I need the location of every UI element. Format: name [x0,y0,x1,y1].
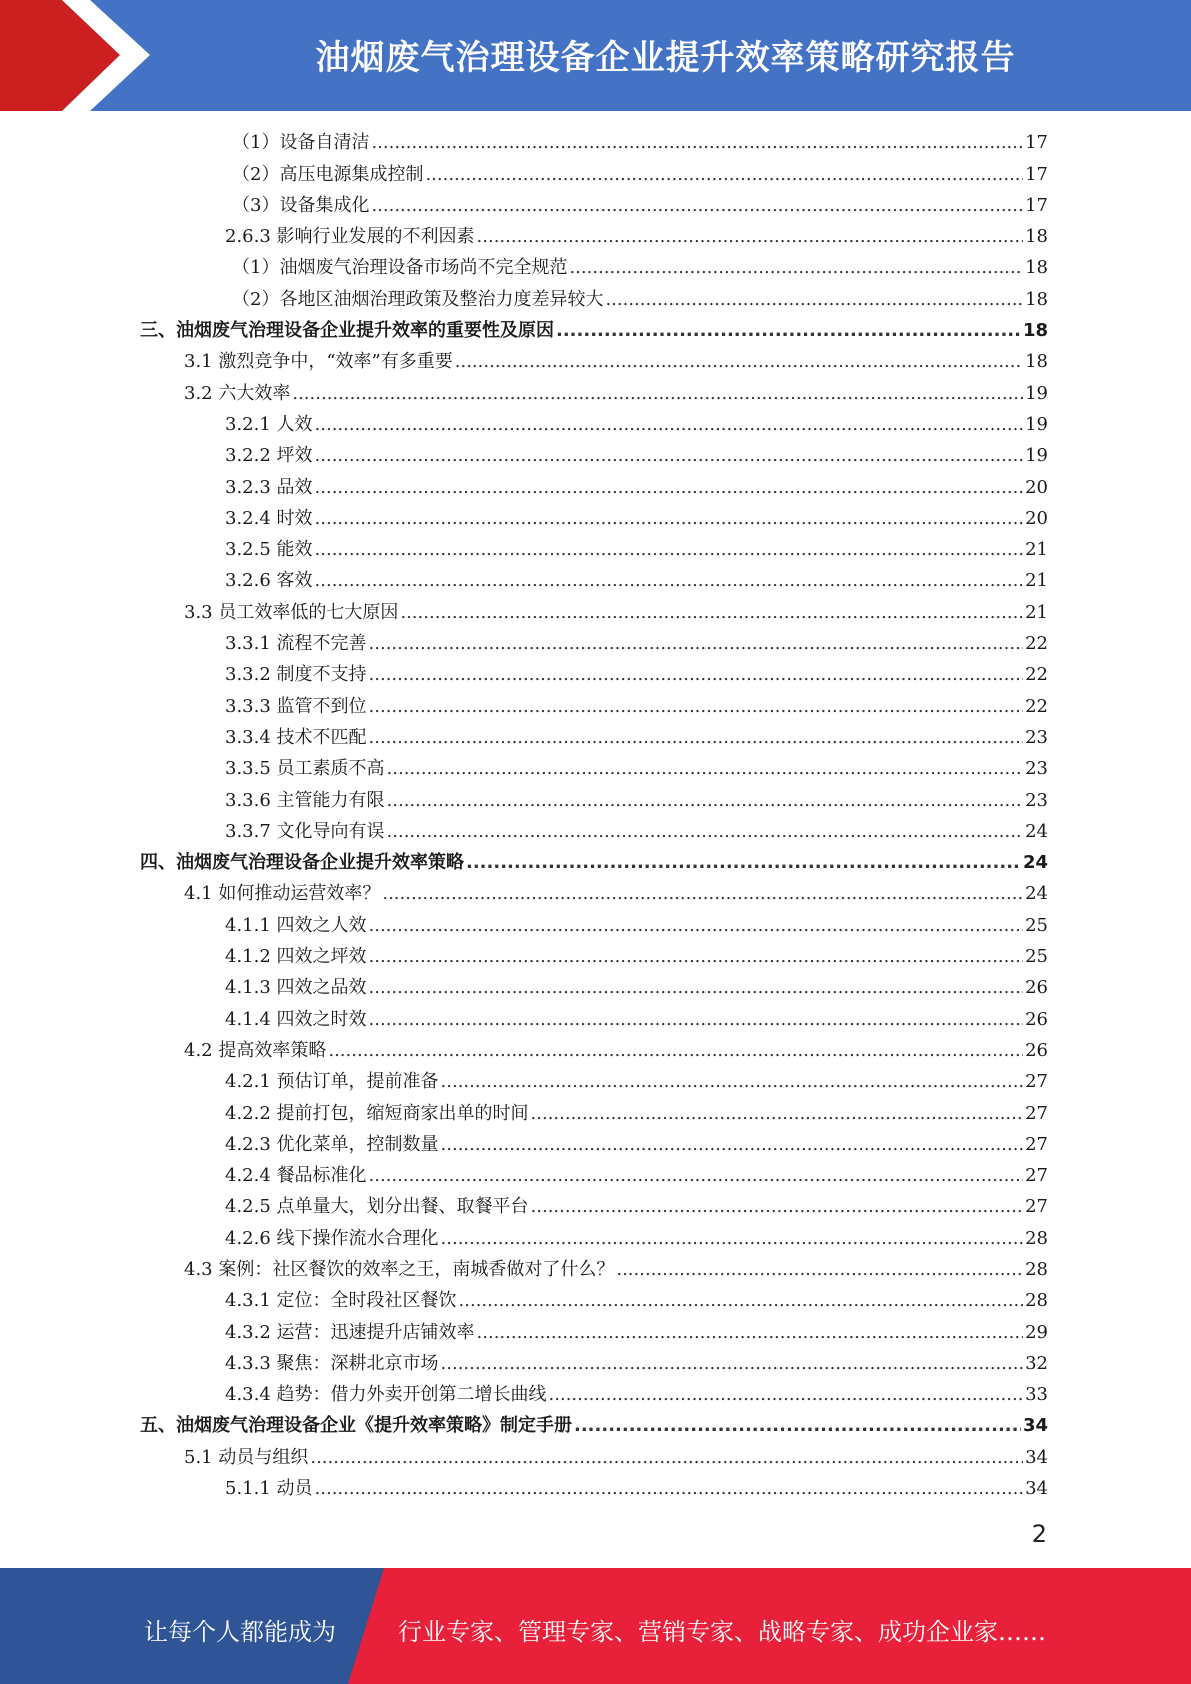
toc-entry-page: 18 [1022,320,1048,342]
toc-entry-label: 3.2.6 客效 [225,570,313,592]
toc-leader-dots [369,1004,1024,1035]
toc-leader-dots [369,941,1024,972]
toc-leader-dots [441,1223,1024,1254]
toc-leader-dots [315,534,1024,565]
footer-slogan-left: 让每个人都能成为 [144,1618,336,1646]
toc-entry[interactable] [140,346,1048,377]
toc-entry-page: 33 [1025,1384,1048,1406]
toc-entry-label: 4.1.1 四效之人效 [225,914,367,936]
toc-entry[interactable] [140,471,1048,502]
toc-entry-label: （2）高压电源集成控制 [232,163,424,185]
toc-entry[interactable] [140,659,1048,690]
page-number: 2 [1031,1520,1047,1548]
toc-leader-dots [371,190,1023,221]
toc-entry-label: 3.3.1 流程不完善 [225,633,367,655]
toc-entry-label: （1）设备自清洁 [232,132,370,154]
toc-entry-label: 5.1.1 动员 [225,1478,313,1500]
toc-entry[interactable] [140,1097,1048,1128]
toc-entry-label: 4.1.3 四效之品效 [225,977,367,999]
toc-entry[interactable] [140,1003,1048,1034]
toc-entry-label: 4.2.4 餐品标准化 [225,1165,367,1187]
toc-entry-page: 20 [1025,507,1048,529]
toc-entry-label: 3.3 员工效率低的七大原因 [184,601,399,623]
toc-entry-label: 3.3.7 文化导向有误 [225,820,385,842]
toc-leader-dots [315,503,1024,534]
toc-entry-label: 4.1.2 四效之坪效 [225,946,367,968]
toc-entry-page: 17 [1025,194,1048,216]
toc-entry[interactable] [140,1379,1048,1410]
toc-leader-dots [369,722,1024,753]
toc-entry[interactable] [140,972,1048,1003]
toc-leader-dots [387,785,1024,816]
toc-entry-page: 22 [1025,695,1048,717]
toc-leader-dots [387,753,1024,784]
toc-entry[interactable] [140,1441,1048,1472]
toc-entry-label: 3.3.5 员工素质不高 [225,758,385,780]
toc-entry-page: 29 [1025,1321,1048,1343]
toc-leader-dots [387,816,1024,847]
toc-entry-page: 28 [1025,1290,1048,1312]
toc-entry[interactable] [140,1254,1048,1285]
toc-entry-page: 24 [1022,852,1048,874]
toc-leader-dots [441,1066,1024,1097]
toc-entry-label: 3.2.1 人效 [225,413,313,435]
toc-leader-dots [466,847,1021,878]
toc-entry-label: 4.2.3 优化菜单，控制数量 [225,1133,439,1155]
toc-entry-label: 3.2.5 能效 [225,539,313,561]
toc-entry-label: 四、油烟废气治理设备企业提升效率策略 [140,852,464,874]
toc-leader-dots [455,346,1023,377]
toc-leader-dots [315,440,1024,471]
toc-entry-label: 3.3.2 制度不支持 [225,664,367,686]
toc-entry[interactable] [140,1160,1048,1191]
toc-entry[interactable] [140,1066,1048,1097]
toc-entry-label: 4.2 提高效率策略 [184,1039,327,1061]
toc-entry-page: 25 [1025,946,1048,968]
toc-entry-page: 27 [1025,1165,1048,1187]
toc-entry-page: 23 [1025,789,1048,811]
toc-leader-dots [369,691,1024,722]
toc-entry-label: 4.2.1 预估订单，提前准备 [225,1071,439,1093]
toc-entry[interactable] [140,722,1048,753]
toc-leader-dots [441,1348,1024,1379]
toc-entry-page: 22 [1025,664,1048,686]
toc-entry[interactable] [140,909,1048,940]
toc-entry-page: 21 [1025,601,1048,623]
toc-entry-page: 28 [1025,1258,1048,1280]
toc-entry[interactable] [140,941,1048,972]
toc-entry-page: 26 [1025,977,1048,999]
toc-entry[interactable] [140,847,1048,878]
toc-entry-label: 五、油烟废气治理设备企业《提升效率策略》制定手册 [140,1415,572,1437]
toc-entry[interactable] [140,221,1048,252]
toc-entry-page: 17 [1025,132,1048,154]
toc-entry-page: 18 [1025,288,1048,310]
toc-entry-page: 34 [1022,1415,1048,1437]
toc-entry-page: 18 [1025,226,1048,248]
toc-leader-dots [369,659,1024,690]
toc-entry[interactable] [140,377,1048,408]
toc-entry[interactable] [140,440,1048,471]
toc-entry-label: 3.2.4 时效 [225,507,313,529]
toc-entry-page: 21 [1025,570,1048,592]
toc-entry-label: 4.2.2 提前打包，缩短商家出单的时间 [225,1102,529,1124]
toc-entry-page: 19 [1025,382,1048,404]
toc-entry[interactable] [140,1348,1048,1379]
toc-entry[interactable] [140,1129,1048,1160]
toc-entry-page: 34 [1025,1446,1048,1468]
toc-entry-page: 18 [1025,351,1048,373]
page-header [0,0,1191,111]
toc-leader-dots [315,565,1024,596]
toc-leader-dots [310,1442,1023,1473]
toc-entry[interactable] [140,190,1048,221]
toc-entry[interactable] [140,283,1048,314]
toc-entry-page: 27 [1025,1133,1048,1155]
toc-entry-page: 23 [1025,726,1048,748]
toc-entry[interactable] [140,596,1048,627]
page-footer [0,1568,1191,1684]
toc-entry-page: 28 [1025,1227,1048,1249]
toc-entry-label: 4.2.6 线下操作流水合理化 [225,1227,439,1249]
toc-leader-dots [459,1285,1024,1316]
toc-entry-page: 23 [1025,758,1048,780]
toc-entry-label: 4.3.2 运营：迅速提升店铺效率 [225,1321,475,1343]
toc-entry[interactable] [140,1285,1048,1316]
toc-entry-page: 27 [1025,1196,1048,1218]
toc-entry-label: 4.3.1 定位：全时段社区餐饮 [225,1290,457,1312]
toc-entry[interactable] [140,690,1048,721]
toc-entry-label: 4.2.5 点单量大，划分出餐、取餐平台 [225,1196,529,1218]
toc-entry-label: （1）油烟废气治理设备市场尚不完全规范 [232,257,568,279]
toc-entry[interactable] [140,1191,1048,1222]
toc-leader-dots [382,878,1023,909]
toc-entry-label: 3.1 激烈竞争中，“效率”有多重要 [184,351,453,373]
toc-entry-label: 3.3.6 主管能力有限 [225,789,385,811]
toc-entry-label: 3.2.2 坪效 [225,445,313,467]
toc-entry-label: 4.3 案例：社区餐饮的效率之王，南城香做对了什么？ [184,1258,615,1280]
report-title: 油烟废气治理设备企业提升效率策略研究报告 [315,38,1016,78]
toc-leader-dots [369,628,1024,659]
footer-slogan-right: 行业专家、管理专家、营销专家、战略专家、成功企业家…… [398,1618,1046,1646]
table-of-contents [140,127,1048,1504]
toc-entry-label: 3.3.4 技术不匹配 [225,726,367,748]
toc-entry-page: 21 [1025,539,1048,561]
toc-entry[interactable] [140,1410,1048,1441]
toc-leader-dots [616,1254,1023,1285]
toc-entry-page: 26 [1025,1039,1048,1061]
toc-entry[interactable] [140,1035,1048,1066]
toc-entry-page: 19 [1025,445,1048,467]
toc-entry-label: （3）设备集成化 [232,194,370,216]
toc-entry-page: 20 [1025,476,1048,498]
toc-leader-dots [315,1473,1024,1504]
toc-entry-page: 25 [1025,914,1048,936]
toc-entry-page: 22 [1025,633,1048,655]
toc-entry[interactable] [140,315,1048,346]
toc-leader-dots [531,1191,1024,1222]
toc-entry[interactable] [140,409,1048,440]
toc-leader-dots [477,221,1024,252]
toc-leader-dots [371,127,1023,158]
toc-entry-page: 17 [1025,163,1048,185]
toc-leader-dots [400,597,1023,628]
toc-entry[interactable] [140,1316,1048,1347]
toc-entry-label: 2.6.3 影响行业发展的不利因素 [225,226,475,248]
toc-entry-label: 4.1 如何推动运营效率？ [184,883,381,905]
toc-leader-dots [556,315,1021,346]
toc-entry-page: 27 [1025,1071,1048,1093]
toc-entry[interactable] [140,753,1048,784]
toc-leader-dots [531,1098,1024,1129]
toc-entry[interactable] [140,1473,1048,1504]
toc-leader-dots [549,1379,1024,1410]
toc-entry[interactable] [140,1222,1048,1253]
toc-entry[interactable] [140,878,1048,909]
toc-entry-label: 3.2.3 品效 [225,476,313,498]
toc-leader-dots [369,910,1024,941]
toc-leader-dots [425,159,1023,190]
toc-leader-dots [441,1129,1024,1160]
toc-leader-dots [369,972,1024,1003]
toc-entry[interactable] [140,565,1048,596]
toc-entry-label: 5.1 动员与组织 [184,1446,309,1468]
toc-entry-label: 4.3.3 聚焦：深耕北京市场 [225,1352,439,1374]
toc-leader-dots [369,1160,1024,1191]
toc-entry-label: 3.2 六大效率 [184,382,291,404]
toc-entry-page: 24 [1025,820,1048,842]
toc-leader-dots [292,378,1023,409]
toc-entry-label: （2）各地区油烟治理政策及整治力度差异较大 [232,288,604,310]
toc-entry[interactable] [140,503,1048,534]
toc-entry-page: 18 [1025,257,1048,279]
toc-entry[interactable] [140,628,1048,659]
toc-entry-page: 26 [1025,1008,1048,1030]
toc-leader-dots [477,1317,1024,1348]
toc-leader-dots [605,284,1023,315]
toc-entry[interactable] [140,127,1048,158]
toc-entry-page: 19 [1025,413,1048,435]
toc-entry-label: 3.3.3 监管不到位 [225,695,367,717]
toc-entry[interactable] [140,816,1048,847]
toc-leader-dots [315,472,1024,503]
toc-entry-page: 32 [1025,1352,1048,1374]
toc-entry[interactable] [140,534,1048,565]
toc-entry[interactable] [140,252,1048,283]
toc-entry[interactable] [140,784,1048,815]
toc-entry[interactable] [140,158,1048,189]
toc-entry-label: 4.1.4 四效之时效 [225,1008,367,1030]
toc-entry-label: 4.3.4 趋势：借力外卖开创第二增长曲线 [225,1384,547,1406]
toc-leader-dots [315,409,1024,440]
toc-leader-dots [574,1410,1021,1441]
toc-entry-page: 34 [1025,1478,1048,1500]
toc-leader-dots [328,1035,1023,1066]
toc-entry-page: 27 [1025,1102,1048,1124]
toc-entry-label: 三、油烟废气治理设备企业提升效率的重要性及原因 [140,320,554,342]
toc-entry-page: 24 [1025,883,1048,905]
toc-leader-dots [569,252,1023,283]
